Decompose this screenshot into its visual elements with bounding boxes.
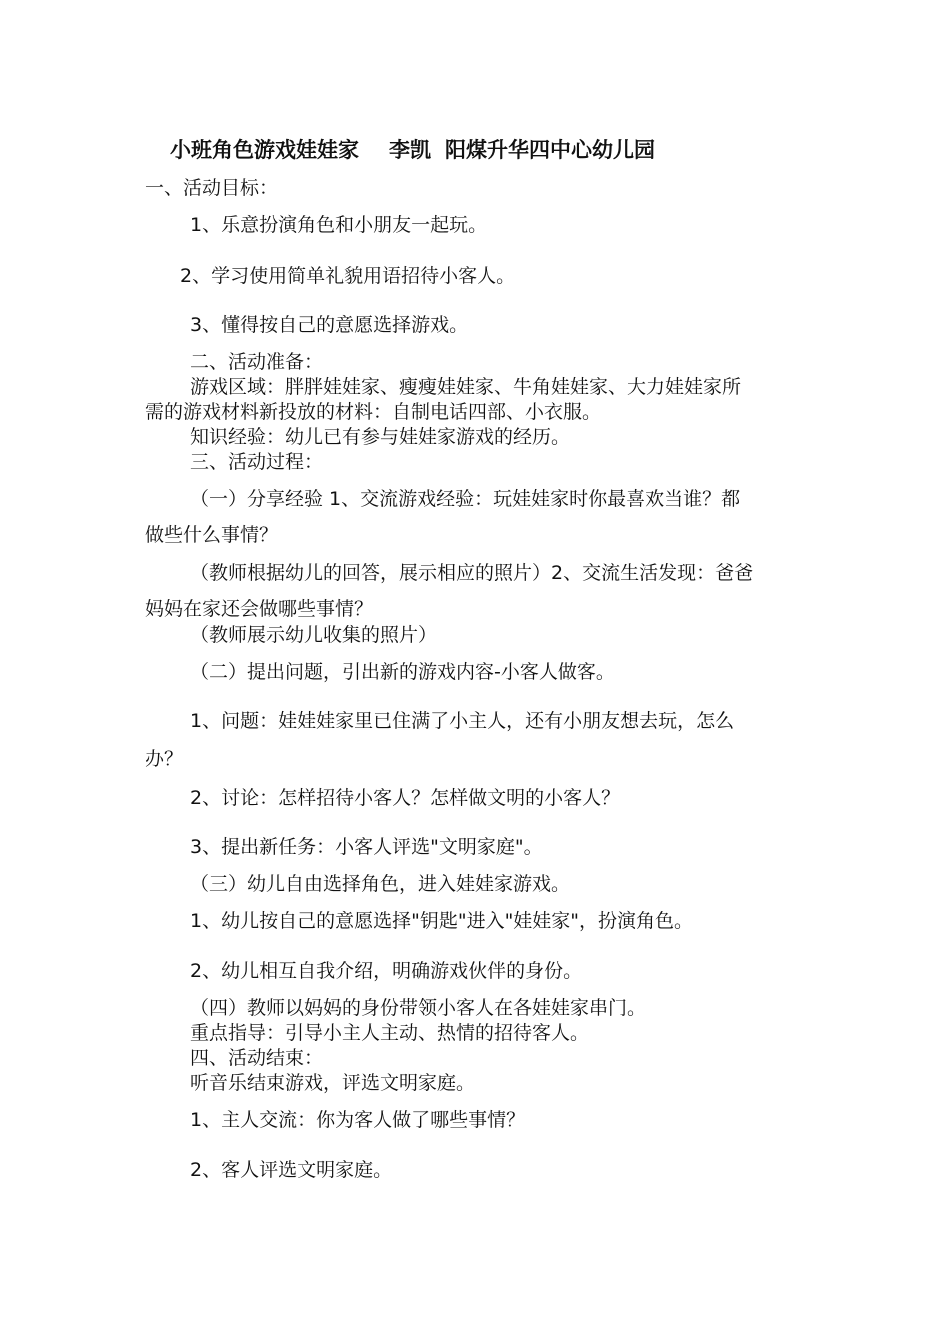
document-title xyxy=(170,137,655,163)
section-heading-preparation: 二、活动准备： xyxy=(190,351,324,373)
section-heading-goals: 一、活动目标： xyxy=(145,177,279,199)
ending-description: 听音乐结束游戏，评选文明家庭。 xyxy=(190,1072,476,1094)
preparation-area-line-1: 游戏区域：胖胖娃娃家、瘦瘦娃娃家、牛角娃娃家、大力娃娃家所 xyxy=(190,376,742,398)
goal-item-2: 2、学习使用简单礼貌用语招待小客人。 xyxy=(180,265,516,287)
process-step-2-item-2: 2、讨论：怎样招待小客人？怎样做文明的小客人？ xyxy=(190,787,621,809)
goal-item-1: 1、乐意扮演角色和小朋友一起玩。 xyxy=(190,214,488,236)
process-step-2-item-3: 3、提出新任务：小客人评选"文明家庭"。 xyxy=(190,836,543,858)
process-step-4-guidance: 重点指导：引导小主人主动、热情的招待客人。 xyxy=(190,1022,590,1044)
preparation-area-line-2: 需的游戏材料新投放的材料：自制电话四部、小衣服。 xyxy=(145,401,602,423)
process-step-1-line-5: （教师展示幼儿收集的照片） xyxy=(190,624,438,646)
preparation-experience: 知识经验：幼儿已有参与娃娃家游戏的经历。 xyxy=(190,426,571,448)
ending-item-1: 1、主人交流：你为客人做了哪些事情？ xyxy=(190,1109,526,1131)
process-step-1-line-4: 妈妈在家还会做哪些事情？ xyxy=(145,598,374,620)
title-author: 李凯 xyxy=(389,138,431,162)
goal-item-3: 3、懂得按自己的意愿选择游戏。 xyxy=(190,314,469,336)
process-step-3-item-2: 2、幼儿相互自我介绍，明确游戏伙伴的身份。 xyxy=(190,960,583,982)
process-step-3-heading: （三）幼儿自由选择角色，进入娃娃家游戏。 xyxy=(190,873,571,895)
process-step-3-item-1: 1、幼儿按自己的意愿选择"钥匙"进入"娃娃家"，扮演角色。 xyxy=(190,910,694,932)
process-step-1-line-1: （一）分享经验 1、交流游戏经验：玩娃娃家时你最喜欢当谁？都 xyxy=(190,488,741,510)
process-step-2-item-1-line-1: 1、问题：娃娃娃家里已住满了小主人，还有小朋友想去玩，怎么 xyxy=(190,710,735,732)
process-step-2-item-1-line-2: 办？ xyxy=(145,748,184,770)
title-main: 小班角色游戏娃娃家 xyxy=(170,138,359,162)
section-heading-process: 三、活动过程： xyxy=(190,451,324,473)
process-step-1-line-3: （教师根据幼儿的回答，展示相应的照片）2、交流生活发现：爸爸 xyxy=(190,562,754,584)
section-heading-ending: 四、活动结束： xyxy=(190,1047,324,1069)
process-step-2-heading: （二）提出问题，引出新的游戏内容-小客人做客。 xyxy=(190,661,615,683)
process-step-1-line-2: 做些什么事情？ xyxy=(145,524,279,546)
process-step-4-heading: （四）教师以妈妈的身份带领小客人在各娃娃家串门。 xyxy=(190,997,647,1019)
ending-item-2: 2、客人评选文明家庭。 xyxy=(190,1159,393,1181)
title-school: 阳煤升华四中心幼儿园 xyxy=(445,138,655,162)
